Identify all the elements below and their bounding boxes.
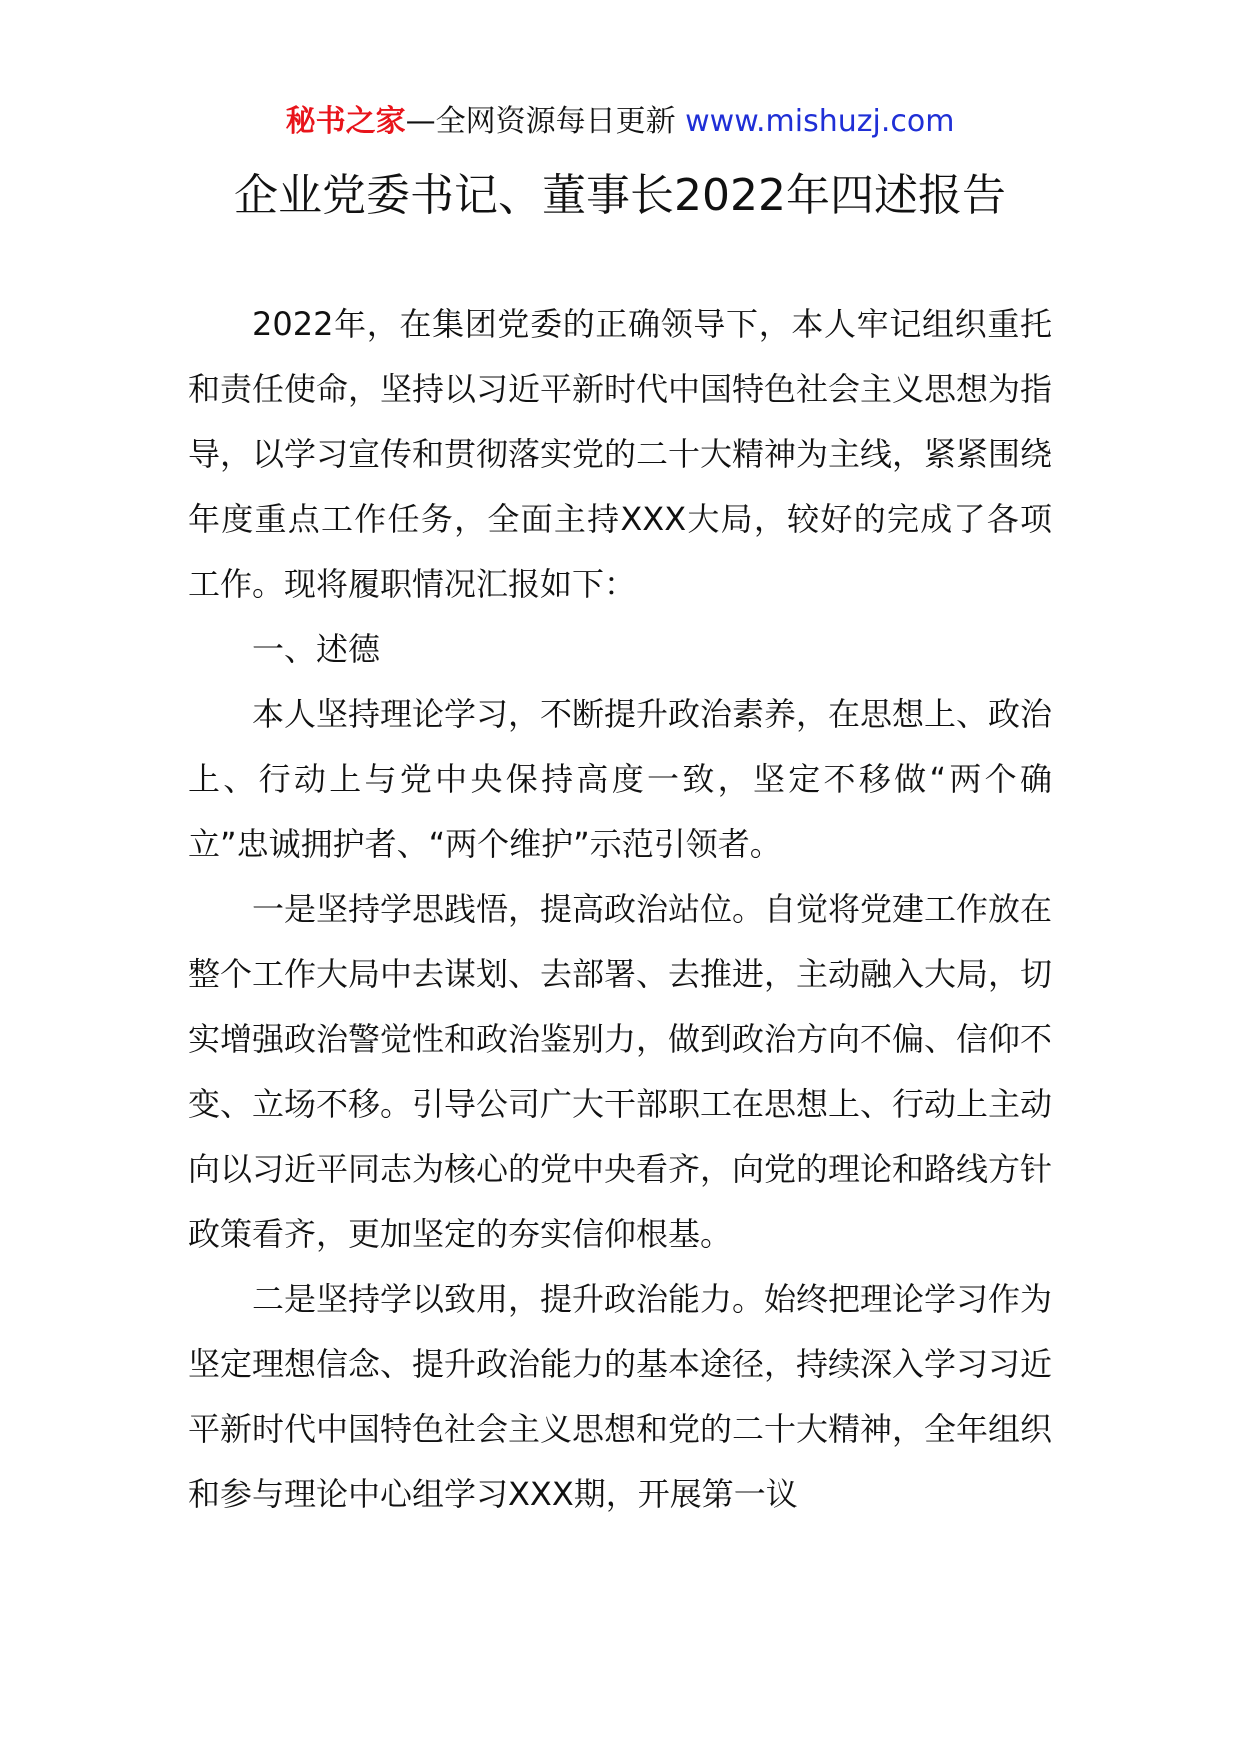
paragraph-intro: 2022年，在集团党委的正确领导下，本人牢记组织重托和责任使命，坚持以习近平新时代中国特色社会主义思想为指导，以学习宣传和贯彻落实党的二十大精神为主线，紧紧围绕年度重点工作任务，全面主持XXX大局，较好的完成了各项工作。现将履职情况汇报如下：: [188, 305, 1053, 603]
header-tagline: —全网资源每日更新: [405, 104, 676, 139]
section-heading-moral: 一、述德: [252, 630, 381, 668]
document-body: [188, 292, 1052, 1527]
paragraph-moral-summary: 本人坚持理论学习，不断提升政治素养，在思想上、政治上、行动上与党中央保持高度一致，坚定不移做“两个确立”忠诚拥护者、“两个维护”示范引领者。: [188, 695, 1053, 863]
site-header: [0, 100, 1240, 144]
site-url-link[interactable]: www.mishuzj.com: [685, 104, 955, 139]
paragraph-point-two: 二是坚持学以致用，提升政治能力。始终把理论学习作为坚定理想信念、提升政治能力的基本途径，持续深入学习习近平新时代中国特色社会主义思想和党的二十大精神，全年组织和参与理论中心组学习XXX期，开展第一议: [188, 1280, 1053, 1513]
brand-name: 秘书之家: [285, 104, 406, 139]
document-title: 企业党委书记、董事长2022年四述报告: [234, 170, 1006, 221]
paragraph-point-one: 一是坚持学思践悟，提高政治站位。自觉将党建工作放在整个工作大局中去谋划、去部署、去推进，主动融入大局，切实增强政治警觉性和政治鉴别力，做到政治方向不偏、信仰不变、立场不移。引导公司广大干部职工在思想上、行动上主动向以习近平同志为核心的党中央看齐，向党的理论和路线方针政策看齐，更加坚定的夯实信仰根基。: [188, 890, 1053, 1253]
